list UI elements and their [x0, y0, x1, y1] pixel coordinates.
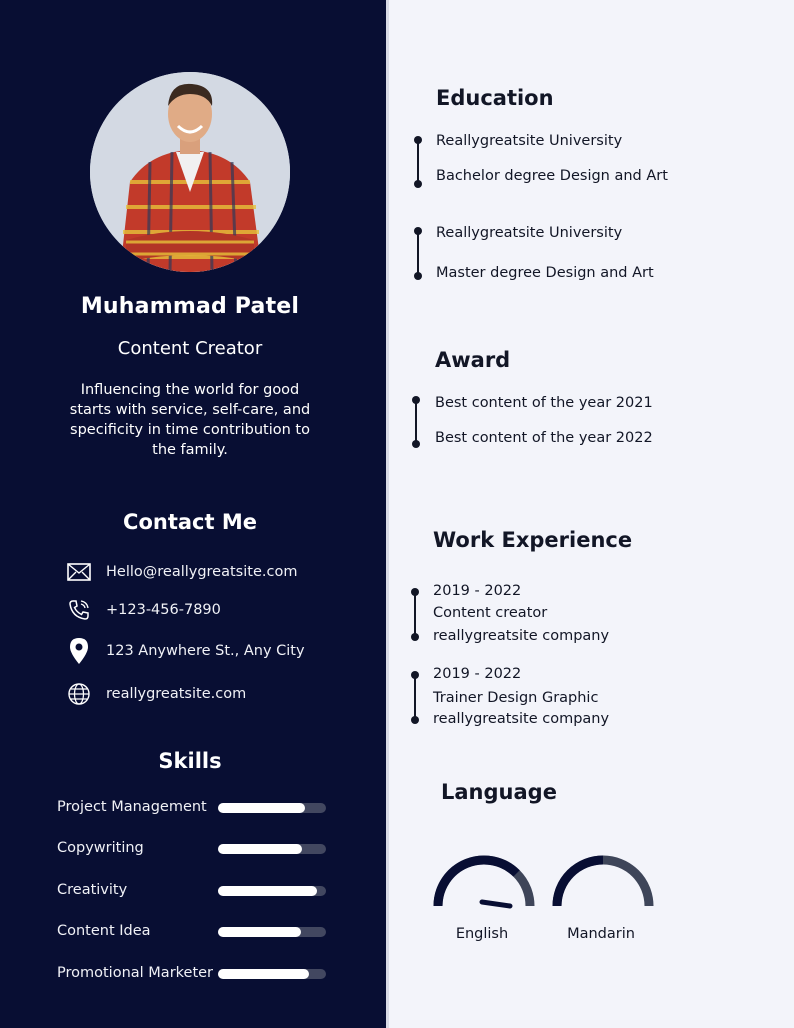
- sidebar: [0, 0, 388, 1028]
- contact-email[interactable]: [66, 559, 297, 585]
- skill-label: Content Idea: [57, 923, 151, 939]
- award-item: Best content of the year 2022: [435, 430, 653, 446]
- skill-row: [57, 965, 327, 985]
- language-name: Mandarin: [567, 926, 635, 942]
- skill-label: Copywriting: [57, 840, 144, 856]
- gauge-needle: [482, 902, 510, 906]
- skill-label: Project Management: [57, 799, 207, 815]
- timeline-marker: [414, 227, 422, 281]
- skill-bar-fill: [218, 844, 302, 854]
- skill-bar: [218, 886, 326, 896]
- education-title: Education: [436, 86, 554, 110]
- skills-title: Skills: [158, 749, 222, 773]
- skill-bar-fill: [218, 927, 301, 937]
- contact-website[interactable]: [66, 681, 246, 707]
- gauge-fill: [438, 860, 517, 906]
- language-gauge-mandarin: [557, 860, 649, 906]
- contact-address-text: 123 Anywhere St., Any City: [106, 643, 305, 659]
- contact-address[interactable]: [66, 638, 305, 664]
- timeline-marker: [414, 136, 422, 190]
- mail-icon: [66, 559, 92, 585]
- contact-website-text: reallygreatsite.com: [106, 686, 247, 702]
- contact-title: Contact Me: [123, 510, 257, 534]
- skill-row: [57, 840, 327, 860]
- contact-email-text: Hello@reallygreatsite.com: [106, 564, 298, 580]
- skill-bar: [218, 969, 326, 979]
- timeline-marker: [412, 396, 420, 450]
- skill-bar-fill: [218, 886, 317, 896]
- skill-row: [57, 923, 327, 943]
- work-company: reallygreatsite company: [433, 711, 610, 727]
- person-illustration: [90, 72, 290, 272]
- profile-role: Content Creator: [117, 338, 263, 359]
- skill-label: Creativity: [57, 882, 128, 898]
- language-gauge-english: [438, 860, 530, 906]
- location-pin-icon: [66, 638, 92, 664]
- education-degree: Bachelor degree Design and Art: [436, 168, 668, 184]
- award-item: Best content of the year 2021: [435, 395, 653, 411]
- profile-photo: [90, 72, 290, 272]
- skill-row: [57, 882, 327, 902]
- skill-bar: [218, 803, 326, 813]
- education-degree: Master degree Design and Art: [436, 265, 654, 281]
- skill-bar-fill: [218, 803, 305, 813]
- work-title: Work Experience: [433, 528, 633, 552]
- gauge-fill: [557, 860, 603, 906]
- timeline-marker: [411, 588, 419, 644]
- work-position: Content creator: [433, 605, 548, 621]
- contact-phone-text: +123-456-7890: [106, 602, 221, 618]
- skill-bar-fill: [218, 969, 309, 979]
- timeline-marker: [411, 671, 419, 727]
- profile-bio: Influencing the world for good starts with service, self-care, and specificity in time contribution to the family.: [69, 382, 311, 458]
- work-position: Trainer Design Graphic: [433, 690, 599, 706]
- language-title: Language: [441, 780, 557, 804]
- phone-icon: [66, 597, 92, 623]
- column-divider: [386, 0, 389, 1028]
- work-company: reallygreatsite company: [433, 628, 610, 644]
- education-school: Reallygreatsite University: [436, 225, 623, 241]
- award-title: Award: [435, 348, 511, 372]
- language-gauges: [426, 848, 666, 918]
- skill-bar: [218, 927, 326, 937]
- skill-row: [57, 799, 327, 819]
- work-years: 2019 - 2022: [433, 666, 522, 682]
- contact-phone[interactable]: [66, 597, 221, 623]
- profile-name: Muhammad Patel: [80, 294, 300, 319]
- language-name: English: [455, 926, 509, 942]
- skill-label: Promotional Marketer: [57, 965, 214, 981]
- skill-bar: [218, 844, 326, 854]
- education-school: Reallygreatsite University: [436, 133, 623, 149]
- work-years: 2019 - 2022: [433, 583, 522, 599]
- globe-icon: [66, 681, 92, 707]
